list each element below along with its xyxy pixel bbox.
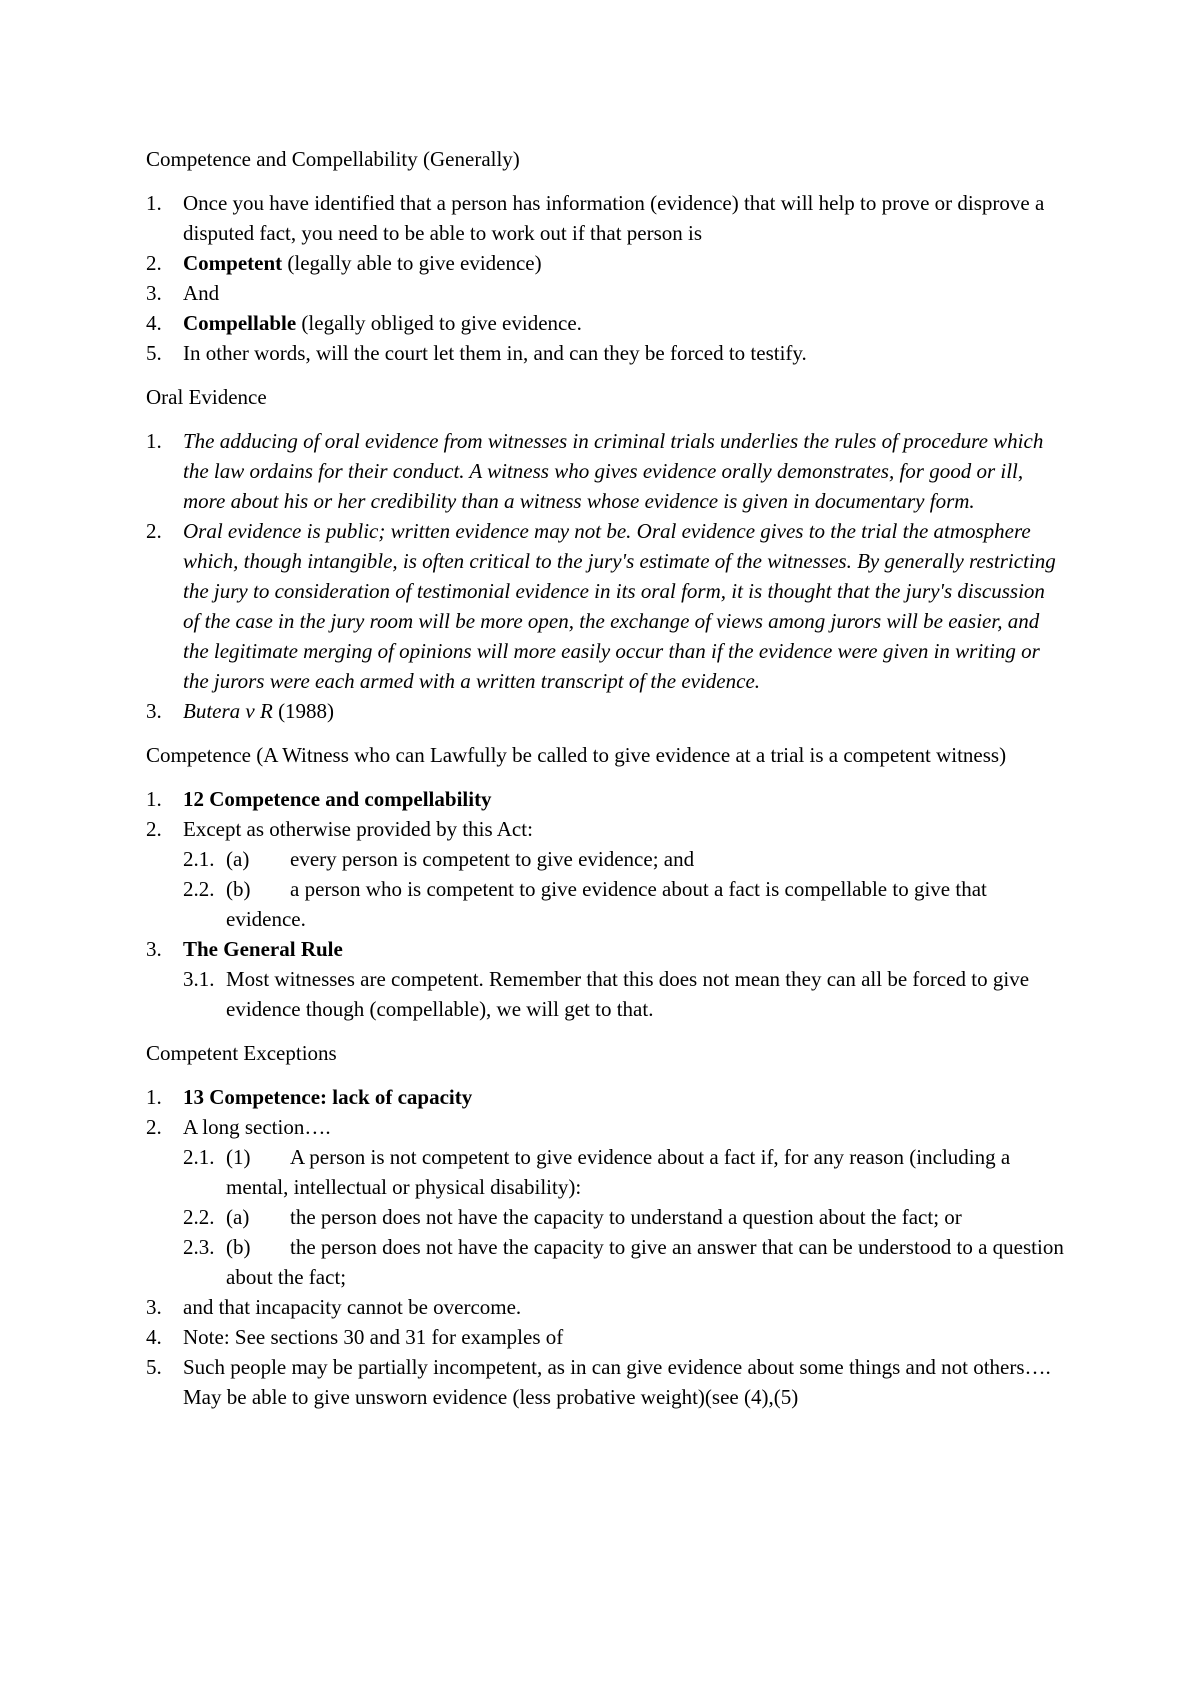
document-body — [146, 144, 1066, 1426]
list-item: 3. and that incapacity cannot be overcome. — [146, 1295, 522, 1319]
list-item: 3. The General Rule 3.1. Most witnesses are competent. Remember that this does not mean they can all be forced to give evidence though (compellable), we will get to that. — [146, 934, 1066, 1024]
list-item: 2. Oral evidence is public; written evidence may not be. Oral evidence gives to the trial the atmosphere which, though intangible, is often critical to the jury's estimate of the witnesses. By generally restricting the jury to consideration of testimonial evidence in its oral form, it is thought that the jury's discussion of the case in the jury room will be more open, the exchange of views among jurors will be easier, and the legitimate merging of opinions will more easily occur than if the evidence were given in writing or the jurors were each armed with a written transcript of the evidence. — [146, 519, 1056, 693]
section-heading-competence: Competence (A Witness who can Lawfully be called to give evidence at a trial is a competent witness) — [146, 743, 1007, 767]
sublist — [183, 964, 1066, 1024]
section-heading-oral-evidence: Oral Evidence — [146, 385, 267, 409]
list-item: 3. And — [146, 281, 220, 305]
list-item: 3. Butera v R (1988) — [146, 699, 335, 723]
list-competence — [146, 784, 1066, 1024]
sublist-item: 2.1. (1) A person is not competent to give evidence about a fact if, for any reason (including a mental, intellectual or physical disability): — [183, 1145, 1011, 1199]
sublist-item: 2.2. (b) a person who is competent to give evidence about a fact is compellable to give that evidence. — [183, 877, 987, 931]
section-heading-generally: Competence and Compellability (Generally) — [146, 147, 520, 171]
list-item: 5. Such people may be partially incompetent, as in can give evidence about some things and not others…. May be able to give unsworn evidence (less probative weight)(see (4),(5) — [146, 1355, 1051, 1409]
list-item: 2. A long section…. 2.1. (1) A person is not competent to give evidence about a fact if, for any reason (including a mental, intellectual or physical disability): 2.2. (a) the person does not have the capacity to understand a question about the fact; or 2.3. (b) the person does not have the capacity to give an answer that can be understood to a question about the fact; — [146, 1112, 1066, 1292]
sublist — [183, 1142, 1066, 1292]
list-item: 5. In other words, will the court let them in, and can they be forced to testify. — [146, 341, 807, 365]
list-item: 4. Compellable (legally obliged to give evidence. — [146, 311, 582, 335]
list-item: 2. Except as otherwise provided by this Act: 2.1. (a) every person is competent to give evidence; and 2.2. (b) a person who is competent to give evidence about a fact is compellable to give that evidence. — [146, 814, 1066, 934]
list-competent-exceptions — [146, 1082, 1066, 1412]
list-item: 1. 12 Competence and compellability — [146, 787, 492, 811]
list-item: 1. The adducing of oral evidence from witnesses in criminal trials underlies the rules of procedure which the law ordains for their conduct. A witness who gives evidence orally demonstrates, for good or ill, more about his or her credibility than a witness whose evidence is given in documentary form. — [146, 429, 1044, 513]
list-item: 4. Note: See sections 30 and 31 for examples of — [146, 1325, 564, 1349]
list-item: 1. 13 Competence: lack of capacity — [146, 1085, 473, 1109]
sublist-item: 2.2. (a) the person does not have the capacity to understand a question about the fact; or — [183, 1205, 962, 1229]
sublist-item: 2.3. (b) the person does not have the capacity to give an answer that can be understood to a question about the fact; — [183, 1235, 1064, 1289]
list-item: 2. Competent (legally able to give evidence) — [146, 251, 542, 275]
list-generally — [146, 188, 1066, 368]
sublist-item: 3.1. Most witnesses are competent. Remember that this does not mean they can all be forced to give evidence though (compellable), we will get to that. — [183, 967, 1030, 1021]
list-oral-evidence — [146, 426, 1066, 726]
section-heading-competent-exceptions: Competent Exceptions — [146, 1041, 337, 1065]
sublist-item: 2.1. (a) every person is competent to give evidence; and — [183, 847, 695, 871]
sublist — [183, 844, 1066, 934]
list-item: 1. Once you have identified that a person has information (evidence) that will help to prove or disprove a disputed fact, you need to be able to work out if that person is — [146, 191, 1045, 245]
